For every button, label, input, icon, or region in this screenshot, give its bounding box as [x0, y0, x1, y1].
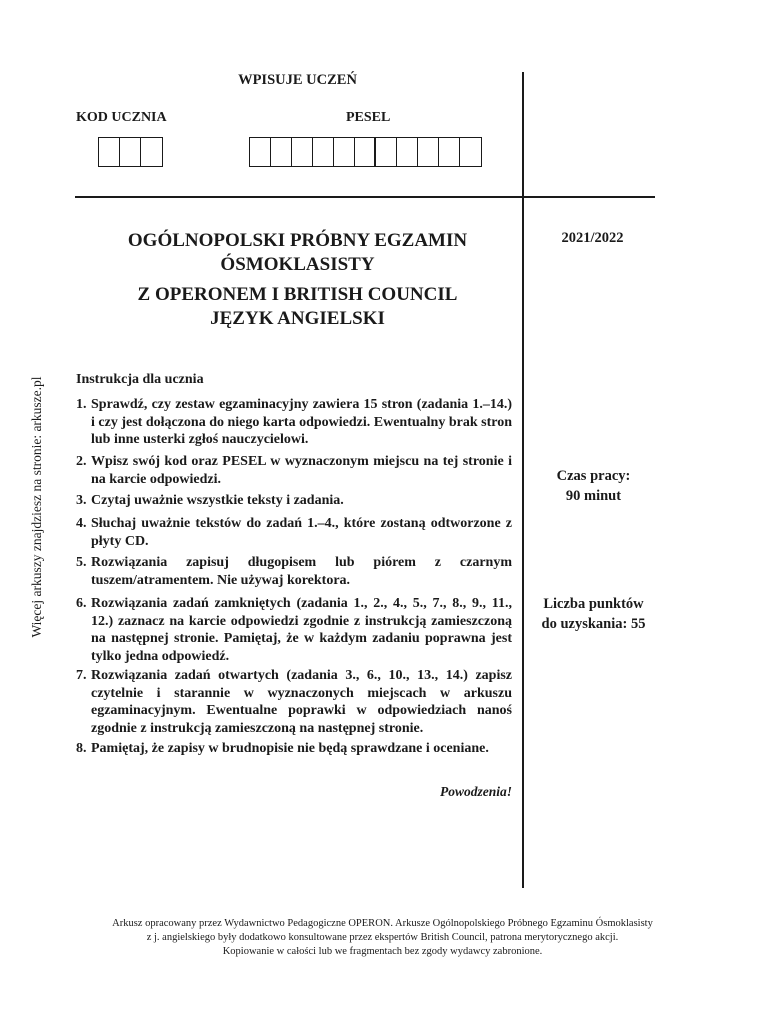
instruction-num: 2.: [76, 454, 87, 469]
pesel-box[interactable]: [460, 138, 481, 166]
instruction-item: [76, 554, 512, 589]
exam-title-line4: JĘZYK ANGIELSKI: [210, 308, 385, 329]
pesel-box[interactable]: [439, 138, 460, 166]
side-note: Więcej arkuszy znajdziesz na stronie: arkusze.pl: [29, 376, 44, 638]
instruction-text: Wpisz swój kod oraz PESEL w wyznaczonym miejscu na tej stronie i na karcie odpowiedzi.: [91, 454, 512, 487]
student-section-header: WPISUJE UCZEŃ: [238, 72, 357, 88]
instruction-text: Rozwiązania zapisuj długopisem lub piórem z czarnym tuszem/atramentem. Nie używaj korektora.: [91, 555, 512, 588]
instruction-text: Pamiętaj, że zapisy w brudnopisie nie będą sprawdzane i oceniane.: [91, 741, 489, 756]
instruction-text: Czytaj uważnie wszystkie teksty i zadania.: [91, 493, 344, 508]
footer-line1: Arkusz opracowany przez Wydawnictwo Pedagogiczne OPERON. Arkusze Ogólnopolskiego Próbnego Egzaminu Ósmoklasisty: [112, 918, 653, 929]
time-value: 90 minut: [565, 488, 622, 504]
kod-box[interactable]: [99, 138, 120, 166]
instruction-num: 8.: [76, 741, 87, 756]
instruction-text: Rozwiązania zadań zamkniętych (zadania 1., 2., 4., 5., 7., 8., 9., 11., 12.) zaznacz na karcie odpowiedzi zgodnie z instrukcją zamieszczoną na następnej stronie. Pamiętaj, że w każdym zadaniu poprawna jest tylko jedna odpowiedź.: [91, 596, 512, 664]
pesel-box[interactable]: [250, 138, 271, 166]
pesel-box[interactable]: [355, 138, 376, 166]
instruction-num: 1.: [76, 397, 87, 412]
pesel-box[interactable]: [292, 138, 313, 166]
exam-title-line1: OGÓLNOPOLSKI PRÓBNY EGZAMIN: [127, 230, 468, 251]
kod-box[interactable]: [141, 138, 162, 166]
instruction-item: [76, 515, 512, 550]
pesel-box[interactable]: [376, 138, 397, 166]
instruction-text: Słuchaj uważnie tekstów do zadań 1.–4., które zostaną odtworzone z płyty CD.: [91, 516, 512, 549]
instructions-title: Instrukcja dla ucznia: [76, 372, 204, 387]
exam-title-line2: ÓSMOKLASISTY: [220, 254, 375, 275]
footer-line2: z j. angielskiego były dodatkowo konsultowane przez ekspertów British Council, patrona merytorycznego akcji.: [146, 932, 619, 943]
instruction-num: 3.: [76, 493, 87, 508]
pesel-boxes[interactable]: [249, 137, 482, 167]
pesel-box[interactable]: [334, 138, 355, 166]
points-label: Liczba punktów: [543, 596, 644, 612]
pesel-box[interactable]: [313, 138, 334, 166]
good-luck-text: Powodzenia!: [439, 784, 512, 799]
pesel-label: PESEL: [346, 110, 391, 125]
instruction-item: [76, 492, 512, 510]
instruction-text: Rozwiązania zadań otwartych (zadania 3., 6., 10., 13., 14.) zapisz czytelnie i starannie w wyznaczonych miejscach w arkuszu egzaminacyjnym. Ewentualne poprawki w odpowiedziach nanoś zgodnie z instrukcją zamieszczoną na następnej stronie.: [91, 668, 512, 736]
instruction-num: 6.: [76, 596, 87, 611]
kod-box[interactable]: [120, 138, 141, 166]
exam-title-line3: Z OPERONEM I BRITISH COUNCIL: [137, 284, 458, 305]
pesel-box[interactable]: [418, 138, 439, 166]
time-info: [526, 466, 661, 506]
instruction-item: [76, 740, 512, 758]
exam-year: 2021/2022: [561, 230, 624, 246]
instruction-num: 5.: [76, 555, 87, 570]
time-label: Czas pracy:: [556, 468, 631, 484]
kod-ucznia-label: KOD UCZNIA: [76, 110, 167, 125]
instruction-text: Sprawdź, czy zestaw egzaminacyjny zawiera 15 stron (zadania 1.–14.) i czy jest dołączona do niego karta odpowiedzi. Ewentualny brak stron lub inne usterki zgłoś nauczycielowi.: [91, 397, 512, 447]
pesel-box[interactable]: [271, 138, 292, 166]
instruction-num: 7.: [76, 668, 87, 683]
points-value: do uzyskania: 55: [541, 616, 646, 632]
instruction-item: [76, 396, 512, 449]
instruction-item: [76, 595, 512, 665]
instruction-item: [76, 667, 512, 737]
points-info: [526, 594, 661, 634]
instruction-item: [76, 453, 512, 488]
horizontal-divider: [75, 196, 655, 198]
instruction-num: 4.: [76, 516, 87, 531]
pesel-box[interactable]: [397, 138, 418, 166]
footer-line3: Kopiowanie w całości lub we fragmentach bez zgody wydawcy zabronione.: [222, 946, 543, 957]
vertical-divider: [522, 72, 524, 888]
kod-ucznia-boxes[interactable]: [98, 137, 163, 167]
